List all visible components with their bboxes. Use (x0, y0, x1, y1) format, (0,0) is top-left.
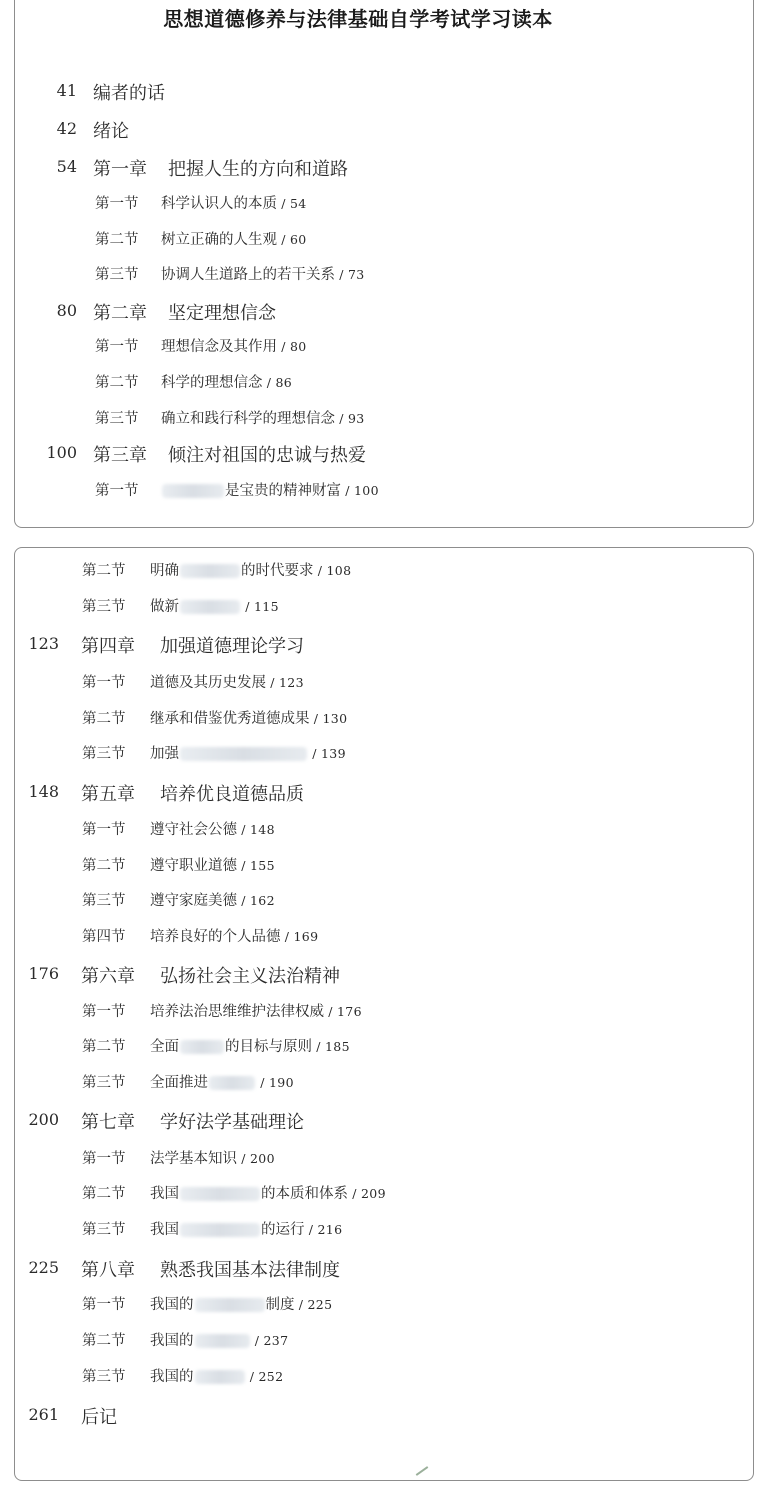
toc-section-label: 第三节 (82, 1222, 126, 1238)
toc-section-text: 全面推进 (150, 1075, 208, 1091)
toc-section-row (15, 228, 753, 252)
toc-section-label: 第三节 (82, 893, 126, 909)
toc-chapter-row (15, 441, 753, 469)
toc-page-ref: / 200 (237, 1151, 275, 1166)
toc-section-text: 明确 (150, 563, 179, 579)
toc-section-title (150, 925, 318, 946)
toc-section-title (150, 854, 275, 875)
toc-page-ref: / 130 (309, 711, 348, 726)
blurred-text (195, 1370, 245, 1384)
toc-page-ref: / 100 (341, 483, 379, 498)
toc-section-row (15, 707, 753, 731)
toc-page-ref: / 123 (266, 675, 304, 690)
blurred-text (180, 600, 240, 614)
toc-page-ref: / 139 (308, 746, 346, 761)
toc-page-ref: / 60 (277, 232, 307, 247)
toc-page-ref: / 108 (313, 563, 352, 578)
toc-section-text: 法学基本知识 (150, 1151, 237, 1167)
toc-section-row (15, 1218, 753, 1242)
toc-page-ref: / 86 (262, 375, 293, 390)
toc-section-row (15, 1329, 753, 1353)
toc-chapter-row (15, 1403, 753, 1431)
toc-section-title (161, 263, 365, 284)
toc-section-text: 我国的 (150, 1369, 194, 1385)
toc-section-row (15, 742, 753, 766)
toc-section-title (161, 479, 379, 500)
toc-chapter-title: 加强道德理论学习 (160, 636, 304, 657)
toc-chapter-row (15, 117, 753, 145)
toc-section-label: 第一节 (95, 339, 139, 355)
toc-page-number: 80 (56, 301, 77, 320)
toc-section-row (15, 595, 753, 619)
toc-section-label: 第三节 (82, 599, 126, 615)
toc-chapter-label: 编者的话 (93, 83, 165, 104)
toc-section-title (150, 889, 275, 910)
toc-section-text: 我国 (150, 1186, 179, 1202)
toc-chapter-title: 弘扬社会主义法治精神 (160, 966, 340, 987)
toc-section-text: 科学认识人的本质 (161, 196, 277, 212)
toc-chapter-label: 第二章 (93, 303, 147, 324)
toc-section-text: 的本质和体系 (261, 1186, 348, 1202)
toc-page-number: 176 (28, 964, 59, 983)
toc-section-text: 确立和践行科学的理想信念 (161, 411, 335, 427)
toc-section-title (150, 1035, 350, 1056)
toc-page-ref: / 80 (277, 339, 307, 354)
toc-section-label: 第二节 (82, 858, 126, 874)
toc-section-title (150, 707, 347, 728)
blurred-text (180, 747, 307, 761)
toc-section-title (161, 192, 307, 213)
toc-chapter-label: 第四章 (81, 636, 135, 657)
toc-section-title (161, 407, 365, 428)
blurred-text (180, 1040, 224, 1054)
toc-section-text: 的目标与原则 (225, 1039, 312, 1055)
toc-section-text: 培养良好的个人品德 (150, 929, 281, 945)
toc-page-ref: / 169 (280, 929, 319, 944)
toc-page-ref: / 73 (335, 267, 365, 282)
toc-section-text: 继承和借鉴优秀道德成果 (150, 711, 310, 727)
toc-section-label: 第二节 (95, 232, 139, 248)
toc-section-text: 理想信念及其作用 (161, 339, 277, 355)
toc-chapter-row (15, 299, 753, 327)
toc-chapter-label: 第六章 (81, 966, 135, 987)
toc-section-text: 制度 (265, 1297, 295, 1313)
toc-section-title (150, 742, 346, 763)
toc-page-number: 225 (28, 1258, 59, 1277)
book-title: 思想道德修养与法律基础自学考试学习读本 (163, 7, 553, 31)
toc-section-text: 是宝贵的精神财富 (225, 483, 341, 499)
toc-section-text: 加强 (150, 746, 179, 762)
toc-section-label: 第二节 (82, 1333, 126, 1349)
toc-page-ref: / 155 (237, 858, 275, 873)
toc-chapter-row (15, 780, 753, 808)
blurred-text (162, 484, 224, 498)
toc-page-number: 100 (46, 443, 77, 462)
toc-section-title (150, 1218, 342, 1239)
toc-page-ref: / 190 (256, 1075, 294, 1090)
toc-section-title (150, 671, 304, 692)
toc-section-title (150, 595, 279, 616)
toc-section-text: 科学的理想信念 (161, 375, 263, 391)
toc-section-row (15, 1035, 753, 1059)
blurred-text (180, 1223, 260, 1237)
toc-section-label: 第一节 (82, 1297, 126, 1313)
blurred-text (180, 1187, 260, 1201)
toc-section-label: 第二节 (82, 563, 126, 579)
toc-section-text: 的时代要求 (241, 563, 314, 579)
toc-page-ref: / 93 (335, 411, 365, 426)
toc-chapter-title: 倾注对祖国的忠诚与热爱 (168, 445, 366, 466)
toc-section-row (15, 371, 753, 395)
toc-section-label: 第三节 (95, 411, 139, 427)
toc-page-ref: / 237 (250, 1333, 289, 1348)
toc-chapter-label: 绪论 (93, 121, 129, 142)
toc-section-row (15, 1365, 753, 1389)
toc-section-title (150, 1000, 362, 1021)
toc-page-number: 261 (28, 1405, 59, 1424)
toc-section-row (15, 925, 753, 949)
toc-section-row (15, 671, 753, 695)
toc-section-text: 我国的 (150, 1333, 194, 1349)
toc-section-title (150, 1147, 275, 1168)
toc-section-text: 树立正确的人生观 (161, 232, 277, 248)
toc-chapter-row (15, 962, 753, 990)
toc-page-ref: / 54 (277, 196, 307, 211)
toc-chapter-label: 后记 (81, 1407, 117, 1428)
toc-section-label: 第三节 (82, 1369, 126, 1385)
toc-section-row (15, 479, 753, 503)
toc-page-ref: / 148 (237, 822, 275, 837)
toc-section-row (15, 1000, 753, 1024)
toc-page-number: 123 (28, 634, 59, 653)
toc-section-title (150, 1329, 288, 1350)
toc-panel-top (14, 0, 754, 528)
toc-section-row (15, 889, 753, 913)
toc-section-row (15, 407, 753, 431)
toc-page-number: 200 (28, 1110, 59, 1129)
toc-section-label: 第一节 (82, 675, 126, 691)
toc-section-label: 第三节 (82, 1075, 126, 1091)
toc-chapter-label: 第三章 (93, 445, 147, 466)
toc-chapter-title: 把握人生的方向和道路 (168, 159, 348, 180)
toc-page-number: 42 (56, 119, 77, 138)
toc-chapter-row (15, 79, 753, 107)
toc-page-ref: / 209 (348, 1186, 386, 1201)
toc-section-row (15, 335, 753, 359)
toc-chapter-title: 熟悉我国基本法律制度 (160, 1260, 340, 1281)
toc-section-title (161, 228, 307, 249)
toc-page-ref: / 252 (245, 1369, 284, 1384)
toc-section-label: 第二节 (82, 1186, 126, 1202)
toc-section-row (15, 854, 753, 878)
blurred-text (209, 1076, 255, 1090)
toc-section-text: 遵守家庭美德 (150, 893, 237, 909)
toc-section-label: 第二节 (82, 711, 126, 727)
toc-section-label: 第一节 (82, 1004, 126, 1020)
toc-chapter-label: 第七章 (81, 1112, 135, 1133)
toc-chapter-row (15, 632, 753, 660)
toc-section-title (161, 371, 292, 392)
toc-section-text: 做新 (150, 599, 179, 615)
toc-section-title (150, 559, 351, 580)
toc-section-title (150, 1293, 332, 1314)
toc-page-ref: / 162 (237, 893, 275, 908)
toc-page-number: 54 (56, 157, 77, 176)
toc-page-ref: / 176 (324, 1004, 362, 1019)
toc-section-label: 第三节 (82, 746, 126, 762)
toc-section-text: 遵守职业道德 (150, 858, 237, 874)
toc-section-row (15, 263, 753, 287)
toc-section-row (15, 818, 753, 842)
toc-section-label: 第二节 (82, 1039, 126, 1055)
toc-section-title (161, 335, 307, 356)
toc-section-label: 第一节 (95, 196, 139, 212)
toc-chapter-title: 坚定理想信念 (168, 303, 276, 324)
toc-chapter-row (15, 155, 753, 183)
blurred-text (195, 1334, 250, 1348)
toc-page-ref: / 225 (294, 1297, 333, 1312)
blurred-text (180, 564, 240, 578)
toc-section-label: 第一节 (95, 483, 139, 499)
toc-section-row (15, 559, 753, 583)
toc-chapter-title: 学好法学基础理论 (160, 1112, 304, 1133)
toc-page-number: 148 (28, 782, 59, 801)
toc-section-text: 全面 (150, 1039, 179, 1055)
toc-chapter-label: 第八章 (81, 1260, 135, 1281)
toc-page-ref: / 185 (312, 1039, 350, 1054)
toc-chapter-row (15, 1256, 753, 1284)
toc-page-number: 41 (56, 81, 77, 100)
toc-section-text: 道德及其历史发展 (150, 675, 266, 691)
toc-section-row (15, 1182, 753, 1206)
toc-page-ref: / 115 (241, 599, 279, 614)
toc-section-title (150, 1365, 283, 1386)
toc-chapter-row (15, 1108, 753, 1136)
toc-section-label: 第四节 (82, 929, 126, 945)
toc-section-label: 第一节 (82, 1151, 126, 1167)
toc-section-text: 遵守社会公德 (150, 822, 237, 838)
toc-chapter-label: 第一章 (93, 159, 147, 180)
toc-section-text: 的运行 (261, 1222, 305, 1238)
toc-section-text: 培养法治思维维护法律权威 (150, 1004, 324, 1020)
toc-chapter-label: 第五章 (81, 784, 135, 805)
toc-section-label: 第一节 (82, 822, 126, 838)
toc-section-title (150, 818, 275, 839)
toc-page-ref: / 216 (304, 1222, 343, 1237)
toc-section-row (15, 1071, 753, 1095)
toc-section-label: 第三节 (95, 267, 139, 283)
toc-section-row (15, 1147, 753, 1171)
toc-chapter-title: 培养优良道德品质 (160, 784, 304, 805)
toc-section-text: 我国 (150, 1222, 179, 1238)
toc-section-text: 协调人生道路上的若干关系 (161, 267, 335, 283)
blurred-text (195, 1298, 265, 1312)
toc-section-title (150, 1182, 386, 1203)
toc-section-row (15, 192, 753, 216)
toc-panel-bottom (14, 547, 754, 1481)
toc-section-text: 我国的 (150, 1297, 194, 1313)
toc-section-row (15, 1293, 753, 1317)
toc-section-label: 第二节 (95, 375, 139, 391)
toc-section-title (150, 1071, 294, 1092)
